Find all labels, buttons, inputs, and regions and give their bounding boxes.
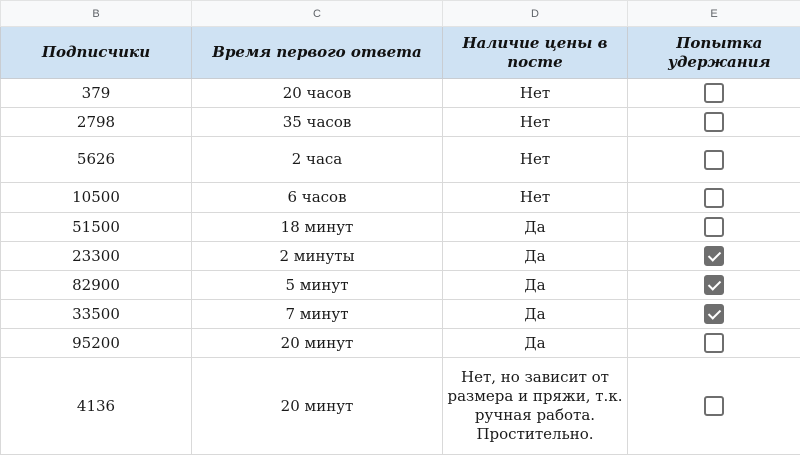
cell-first-reply[interactable]: 20 минут — [192, 329, 443, 358]
table-header-row — [1, 27, 800, 79]
table-row — [1, 300, 800, 329]
header-price-in-post: Наличие цены в посте — [462, 33, 608, 71]
cell-price-in-post[interactable]: Нет — [443, 79, 628, 108]
column-header-c[interactable]: C — [192, 1, 443, 27]
retention-checkbox[interactable] — [704, 396, 724, 416]
cell-retention[interactable] — [628, 108, 800, 137]
cell-subscribers[interactable]: 4136 — [1, 358, 192, 455]
cell-first-reply[interactable]: 6 часов — [192, 183, 443, 213]
retention-checkbox[interactable] — [704, 333, 724, 353]
cell-first-reply[interactable]: 2 часа — [192, 137, 443, 183]
cell-retention[interactable] — [628, 213, 800, 242]
cell-subscribers[interactable]: 95200 — [1, 329, 192, 358]
cell-subscribers[interactable]: 33500 — [1, 300, 192, 329]
header-first-reply: Время первого ответа — [212, 43, 422, 61]
header-subscribers: Подписчики — [41, 43, 151, 61]
column-header-e[interactable]: E — [628, 1, 800, 27]
cell-retention[interactable] — [628, 183, 800, 213]
cell-price-in-post[interactable]: Да — [443, 271, 628, 300]
cell-first-reply[interactable]: 20 часов — [192, 79, 443, 108]
table-row — [1, 242, 800, 271]
cell-price-in-post[interactable]: Да — [443, 329, 628, 358]
cell-retention[interactable] — [628, 242, 800, 271]
cell-subscribers[interactable]: 2798 — [1, 108, 192, 137]
header-cell-subscribers[interactable] — [1, 27, 192, 79]
retention-checkbox[interactable] — [704, 246, 724, 266]
header-cell-retention[interactable] — [628, 27, 800, 79]
retention-checkbox[interactable] — [704, 112, 724, 132]
cell-price-in-post[interactable]: Нет — [443, 137, 628, 183]
cell-retention[interactable] — [628, 137, 800, 183]
header-cell-first-reply[interactable] — [192, 27, 443, 79]
cell-subscribers[interactable]: 82900 — [1, 271, 192, 300]
cell-price-in-post[interactable]: Да — [443, 300, 628, 329]
cell-first-reply[interactable]: 2 минуты — [192, 242, 443, 271]
table-row — [1, 137, 800, 183]
table-row — [1, 183, 800, 213]
column-header-b[interactable]: B — [1, 1, 192, 27]
cell-subscribers[interactable]: 5626 — [1, 137, 192, 183]
cell-first-reply[interactable]: 5 минут — [192, 271, 443, 300]
cell-subscribers[interactable]: 23300 — [1, 242, 192, 271]
cell-subscribers[interactable]: 10500 — [1, 183, 192, 213]
cell-price-in-post[interactable]: Нет — [443, 108, 628, 137]
cell-price-in-post[interactable]: Нет, но зависит от размера и пряжи, т.к. ручная работа. Простительно. — [443, 358, 628, 455]
cell-subscribers[interactable]: 51500 — [1, 213, 192, 242]
table-row — [1, 329, 800, 358]
cell-retention[interactable] — [628, 358, 800, 455]
retention-checkbox[interactable] — [704, 150, 724, 170]
cell-first-reply[interactable]: 35 часов — [192, 108, 443, 137]
retention-checkbox[interactable] — [704, 275, 724, 295]
retention-checkbox[interactable] — [704, 304, 724, 324]
cell-retention[interactable] — [628, 300, 800, 329]
cell-first-reply[interactable]: 20 минут — [192, 358, 443, 455]
header-cell-price-in-post[interactable] — [443, 27, 628, 79]
column-header-d[interactable]: D — [443, 1, 628, 27]
table-row — [1, 213, 800, 242]
cell-retention[interactable] — [628, 271, 800, 300]
cell-first-reply[interactable]: 18 минут — [192, 213, 443, 242]
cell-retention[interactable] — [628, 329, 800, 358]
retention-checkbox[interactable] — [704, 83, 724, 103]
retention-checkbox[interactable] — [704, 188, 724, 208]
header-retention: Попытка удержания — [668, 33, 771, 71]
cell-price-in-post[interactable]: Да — [443, 213, 628, 242]
table-row — [1, 358, 800, 455]
retention-checkbox[interactable] — [704, 217, 724, 237]
table-row — [1, 108, 800, 137]
cell-subscribers[interactable]: 379 — [1, 79, 192, 108]
cell-price-in-post[interactable]: Нет — [443, 183, 628, 213]
table-row — [1, 271, 800, 300]
column-header-row — [1, 1, 800, 27]
cell-first-reply[interactable]: 7 минут — [192, 300, 443, 329]
table-row — [1, 79, 800, 108]
cell-price-in-post[interactable]: Да — [443, 242, 628, 271]
cell-retention[interactable] — [628, 79, 800, 108]
